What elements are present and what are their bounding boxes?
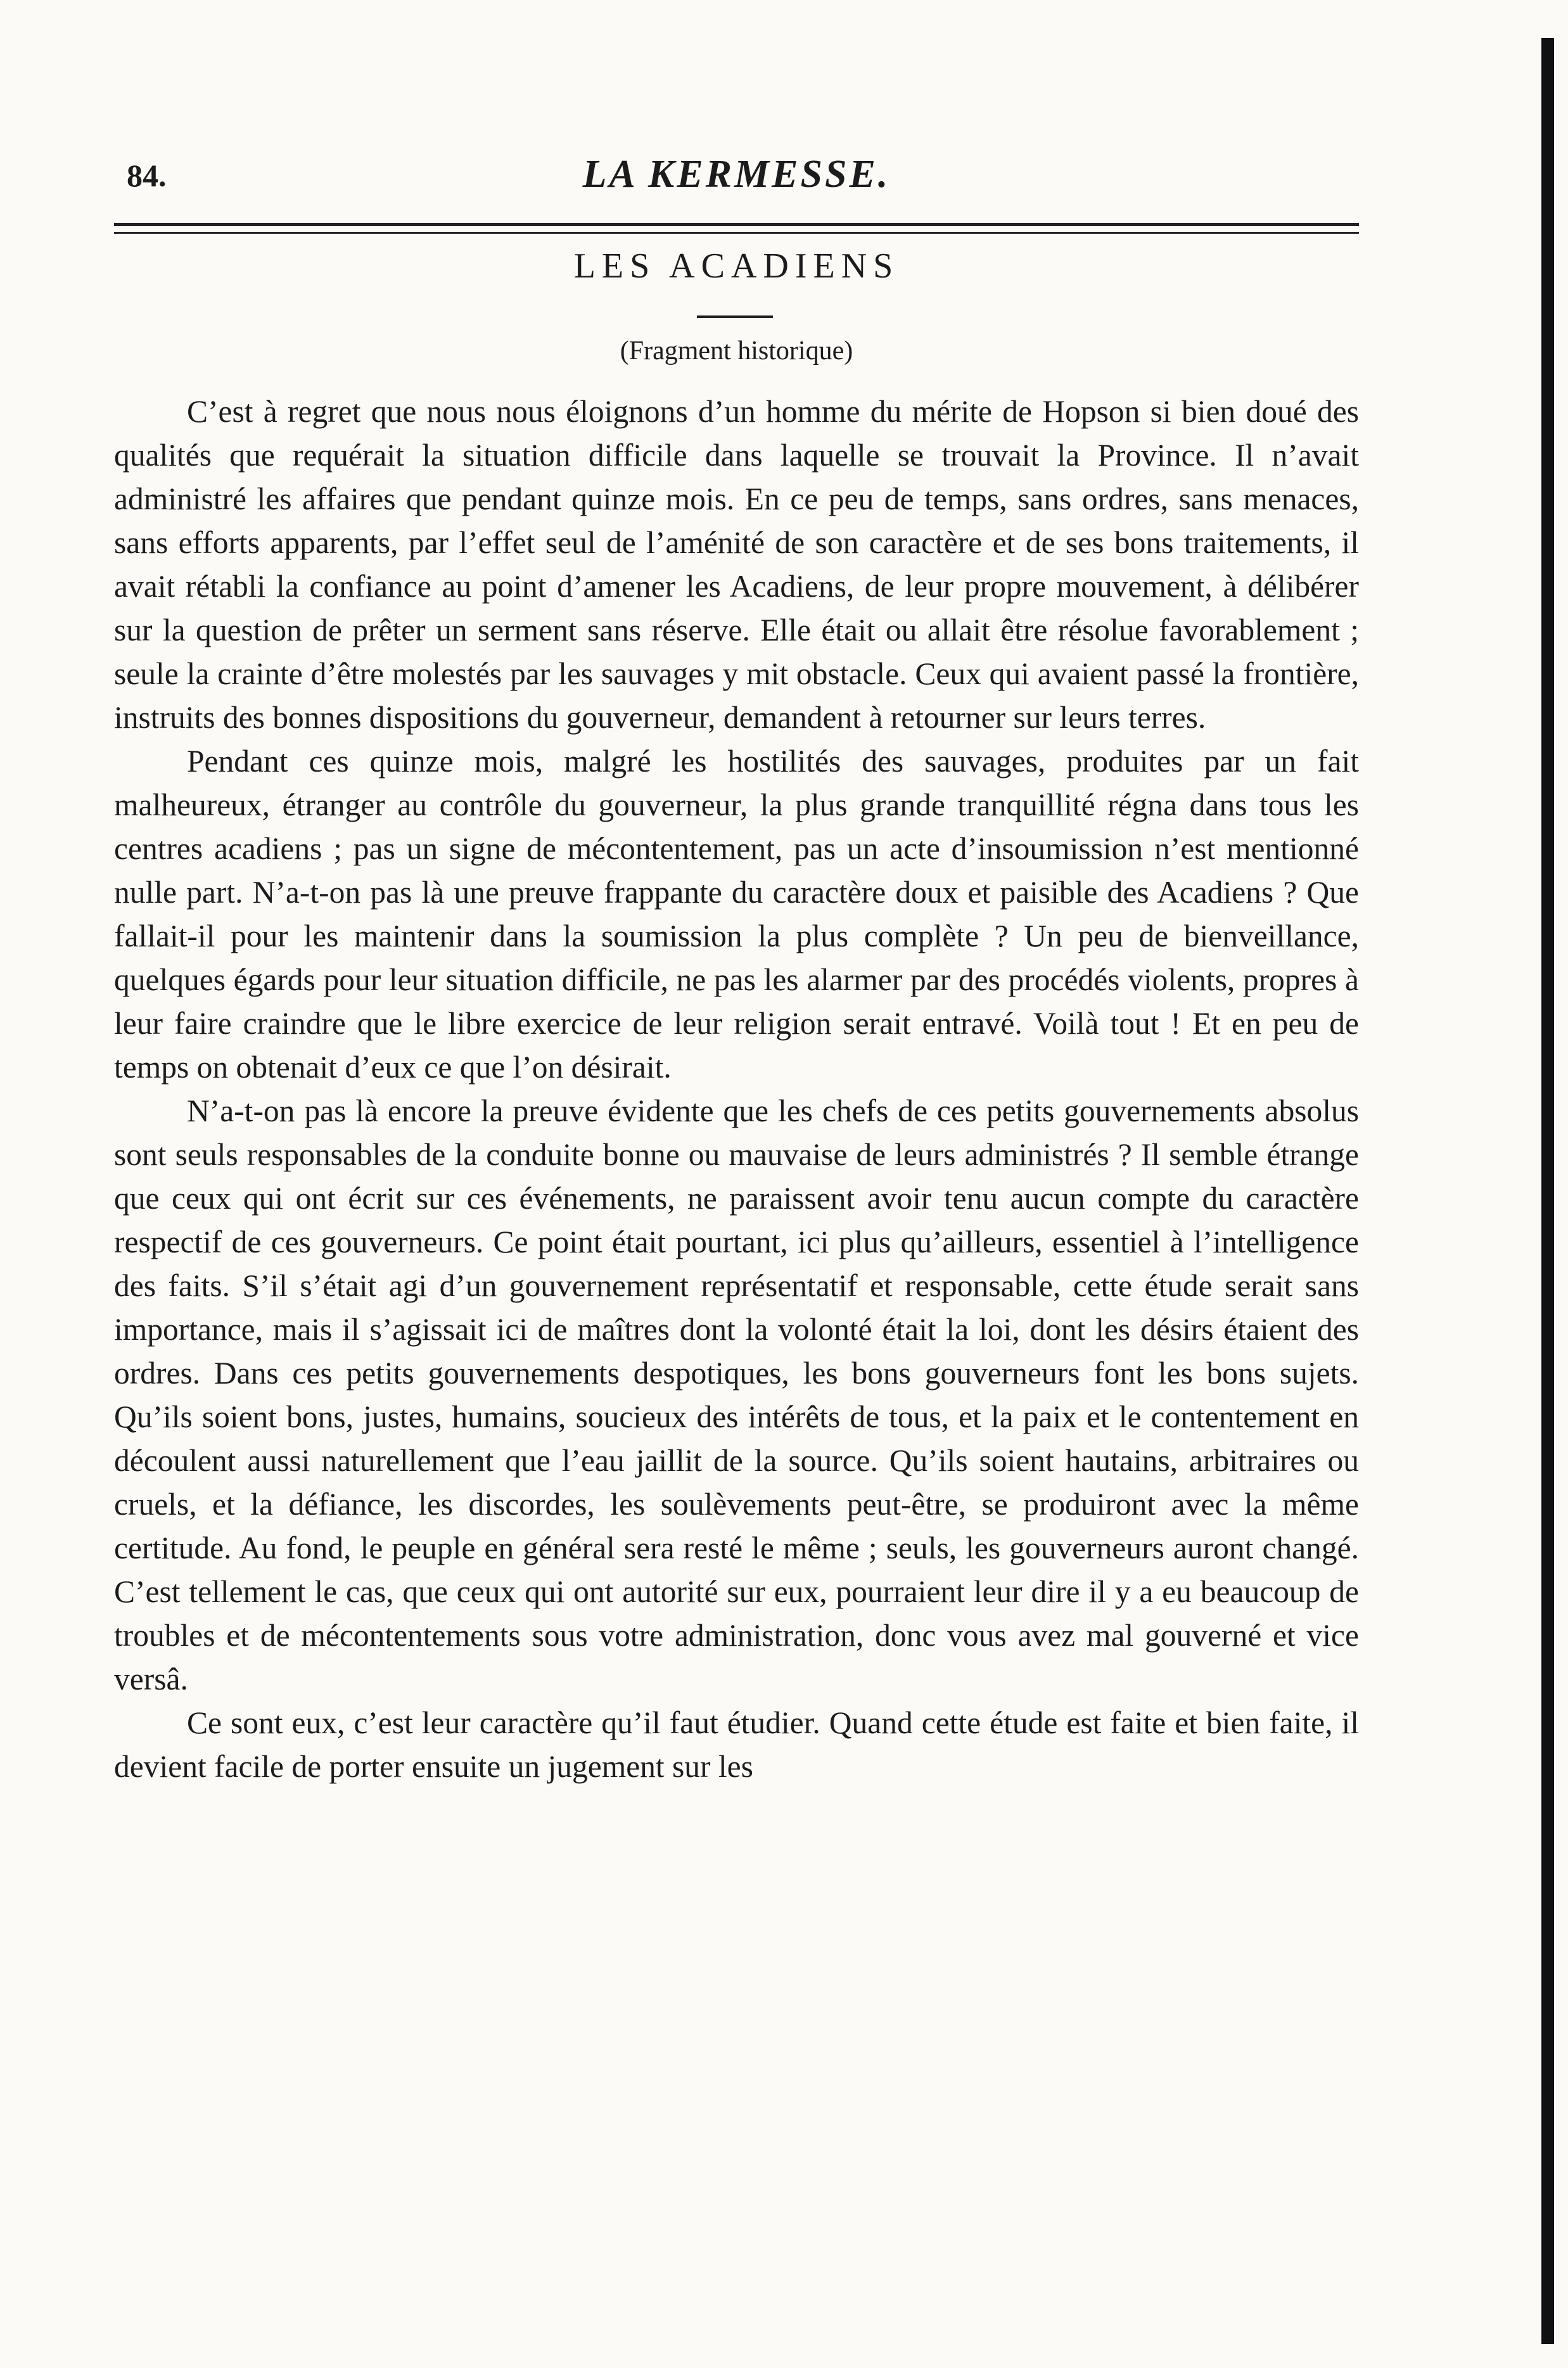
paragraph: C’est à regret que nous nous éloignons d’un homme du mérite de Hopson si bien doué des qualités que requérait la situation difficile dans laquelle se trouvait la Province. Il n’avait administré les affaires que pendant quinze mois. En ce peu de temps, sans ordres, sans menaces, sans efforts apparents, par l’effet seul de l’aménité de son caractère et de ses bons traitements, il avait rétabli la confiance au point d’amener les Acadiens, de leur propre mouvement, à délibérer sur la question de prêter un serment sans réserve. Elle était ou allait être résolue favorablement ; seule la crainte d’être molestés par les sauvages y mit obstacle. Ceux qui avaient passé la frontière, instruits des bonnes dispositions du gouverneur, demandent à retourner sur leurs terres. [114, 394, 1359, 735]
header-rule-thick [114, 223, 1359, 226]
article-title: LES ACADIENS [573, 246, 900, 286]
article-body [114, 390, 1359, 1788]
paragraph: Ce sont eux, c’est leur caractère qu’il faut étudier. Quand cette étude est faite et bien faite, il devient facile de porter ensuite un jugement sur les [114, 1705, 1359, 1784]
header-rule-thin [114, 232, 1359, 234]
title-divider [697, 315, 773, 318]
paragraph: Pendant ces quinze mois, malgré les hostilités des sauvages, produites par un fait malheureux, étranger au contrôle du gouverneur, la plus grande tranquillité régna dans tous les centres acadiens ; pas un signe de mécontentement, pas un acte d’insoumission n’est mentionné nulle part. N’a-t-on pas là une preuve frappante du caractère doux et paisible des Acadiens ? Que fallait-il pour les maintenir dans la soumission la plus complète ? Un peu de bienveillance, quelques égards pour leur situation difficile, ne pas les alarmer par des procédés violents, propres à leur faire craindre que le libre exercice de leur religion serait entravé. Voilà tout ! Et en peu de temps on obtenait d’eux ce que l’on désirait. [114, 744, 1359, 1085]
running-title: LA KERMESSE. [582, 153, 891, 196]
page-edge [1541, 38, 1554, 2344]
page-number: 84. [127, 158, 167, 193]
article-subtitle: (Fragment historique) [620, 336, 853, 366]
page-header [114, 152, 1359, 203]
paragraph: N’a-t-on pas là encore la preuve évidente que les chefs de ces petits gouvernements absolus sont seuls responsables de la conduite bonne ou mauvaise de leurs administrés ? Il semble étrange que ceux qui ont écrit sur ces événements, ne paraissent avoir tenu aucun compte du caractère respectif de ces gouverneurs. Ce point était pourtant, ici plus qu’ailleurs, essentiel à l’intelligence des faits. S’il s’était agi d’un gouvernement représentatif et responsable, cette étude serait sans importance, mais il s’agissait ici de maîtres dont la volonté était la loi, dont les désirs étaient des ordres. Dans ces petits gouvernements despotiques, les bons gouverneurs font les bons sujets. Qu’ils soient bons, justes, humains, soucieux des intérêts de tous, et la paix et le contentement en découlent aussi naturellement que l’eau jaillit de la source. Qu’ils soient hautains, arbitraires ou cruels, et la défiance, les discordes, les soulèvements peut-être, se produiront avec la même certitude. Au fond, le peuple en général sera resté le même ; seuls, les gouverneurs auront changé. C’est tellement le cas, que ceux qui ont autorité sur eux, pourraient leur dire il y a eu beaucoup de troubles et de mécontentements sous votre administration, donc vous avez mal gouverné et vice versâ. [114, 1093, 1359, 1696]
